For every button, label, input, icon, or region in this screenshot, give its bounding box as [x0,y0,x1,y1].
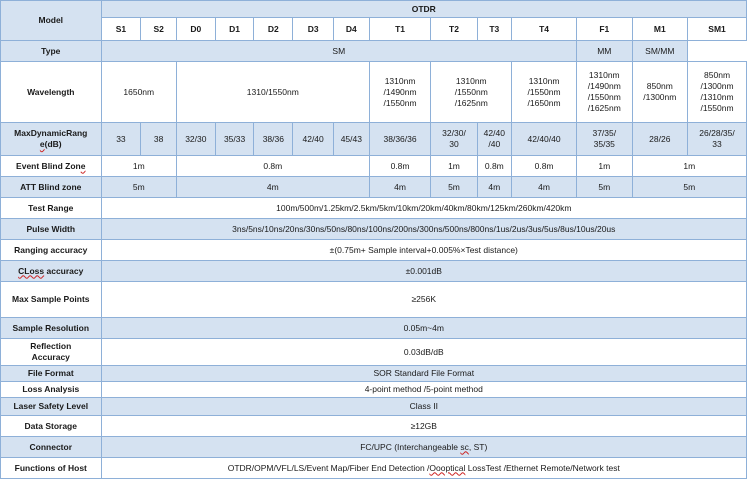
event-blind-s: 1m [101,156,176,177]
att-blind-f1: 5m [577,177,633,198]
laser-safety-label: Laser Safety Level [1,398,102,416]
row-connector [1,437,747,458]
row-data-storage [1,416,747,437]
row-type [1,41,747,62]
row-event-blind-zone [1,156,747,177]
model-t1: T1 [369,18,431,41]
data-storage-value: ≥12GB [101,416,746,437]
dynamic-range-m1: 28/26 [632,123,688,156]
connector-value-c: , ST) [468,441,488,452]
sample-res-label: Sample Resolution [1,318,102,339]
event-blind-t4: 0.8m [512,156,577,177]
dynamic-range-label-a: MaxDynamicRang [14,128,88,138]
dynamic-range-d2: 38/36 [254,123,293,156]
sample-res-value: 0.05m~4m [101,318,746,339]
functions-value-a: OTDR/OPM/VFL/LS/Event Map/Fiber End Detection / [227,462,430,473]
ranging-value: ±(0.75m+ Sample interval+0.005%×Test distance) [101,240,746,261]
att-blind-d: 4m [176,177,369,198]
functions-value [101,458,746,479]
row-loss-accuracy [1,261,747,282]
dynamic-range-d4: 45/43 [334,123,370,156]
row-file-format [1,366,747,382]
event-blind-label-b: e [80,160,86,171]
att-blind-label: ATT Blind zone [1,177,102,198]
model-d3: D3 [293,18,334,41]
functions-value-b: Oooptical [429,462,466,473]
dynamic-range-t4: 42/40/40 [512,123,577,156]
test-range-value: 100m/500m/1.25km/2.5km/5km/10km/20km/40km/80km/125km/260km/420km [101,198,746,219]
laser-safety-value: Class II [101,398,746,416]
model-m1: M1 [632,18,688,41]
wavelength-t1: 1310nm /1490nm /1550nm [369,62,431,123]
pulse-width-label: Pulse Width [1,219,102,240]
header-row-top [1,1,747,18]
type-mm: MM [577,41,633,62]
dynamic-range-label-b: e [39,139,45,149]
att-blind-t2: 5m [431,177,477,198]
dynamic-range-t1: 38/36/36 [369,123,431,156]
wavelength-f1: 1310nm /1490nm /1550nm /1625nm [577,62,633,123]
dynamic-range-t3: 42/40 /40 [477,123,512,156]
model-t2: T2 [431,18,477,41]
model-f1: F1 [577,18,633,41]
model-label: Model [1,1,102,41]
loss-analysis-value: 4-point method /5-point method [101,382,746,398]
file-format-label: File Format [1,366,102,382]
max-sample-value: ≥256K [101,282,746,318]
functions-label: Functions of Host [1,458,102,479]
wavelength-m1: 850nm /1300nm [632,62,688,123]
row-reflection [1,339,747,366]
event-blind-label [1,156,102,177]
dynamic-range-d1: 35/33 [215,123,254,156]
row-dynamic-range [1,123,747,156]
dynamic-range-f1: 37/35/ 35/35 [577,123,633,156]
connector-label: Connector [1,437,102,458]
dynamic-range-s1: 33 [101,123,141,156]
row-max-sample [1,282,747,318]
model-t3: T3 [477,18,512,41]
max-sample-label: Max Sample Points [1,282,102,318]
row-sample-resolution [1,318,747,339]
row-pulse-width [1,219,747,240]
row-wavelength [1,62,747,123]
type-label: Type [1,41,102,62]
event-blind-d: 0.8m [176,156,369,177]
event-blind-t3: 0.8m [477,156,512,177]
model-d4: D4 [334,18,370,41]
reflection-value: 0.03dB/dB [101,339,746,366]
dynamic-range-d0: 32/30 [176,123,215,156]
event-blind-label-a: Event Blind Zon [16,160,81,171]
loss-analysis-label: Loss Analysis [1,382,102,398]
wavelength-t4: 1310nm /1550nm /1650nm [512,62,577,123]
att-blind-s: 5m [101,177,176,198]
dynamic-range-sm1: 26/28/35/ 33 [688,123,747,156]
row-ranging-accuracy [1,240,747,261]
type-sm: SM [101,41,576,62]
att-blind-t4: 4m [512,177,577,198]
data-storage-label: Data Storage [1,416,102,437]
connector-value-a: FC/UPC (Interchangeable [360,441,461,452]
dynamic-range-label-c: (dB) [44,139,62,149]
row-functions [1,458,747,479]
pulse-width-value: 3ns/5ns/10ns/20ns/30ns/50ns/80ns/100ns/200ns/300ns/500ns/800ns/1us/2us/3us/5us/8us/10us/20us [101,219,746,240]
dynamic-range-d3: 42/40 [293,123,334,156]
model-s2: S2 [141,18,177,41]
row-att-blind-zone [1,177,747,198]
row-loss-analysis [1,382,747,398]
type-smmm: SM/MM [632,41,688,62]
att-blind-t1: 4m [369,177,431,198]
event-blind-m: 1m [632,156,746,177]
wavelength-sm1: 850nm /1300nm /1310nm /1550nm [688,62,747,123]
loss-label-a: CLoss [18,265,45,276]
row-laser-safety [1,398,747,416]
connector-value-b: sc [460,441,469,452]
wavelength-t2t3: 1310nm /1550nm /1625nm [431,62,512,123]
model-d1: D1 [215,18,254,41]
model-sm1: SM1 [688,18,747,41]
functions-value-c: LossTest /Ethernet Remote/Network test [465,462,620,473]
otdr-label: OTDR [101,1,746,18]
att-blind-t3: 4m [477,177,512,198]
row-test-range [1,198,747,219]
loss-label-b: accuracy [44,265,84,276]
att-blind-m: 5m [632,177,746,198]
reflection-label: Reflection Accuracy [1,339,102,366]
model-t4: T4 [512,18,577,41]
model-d2: D2 [254,18,293,41]
event-blind-f1: 1m [577,156,633,177]
loss-label [1,261,102,282]
wavelength-s: 1650nm [101,62,176,123]
header-row-models [1,18,747,41]
dynamic-range-label [1,123,102,156]
ranging-label: Ranging accuracy [1,240,102,261]
loss-value: ±0.001dB [101,261,746,282]
connector-value [101,437,746,458]
dynamic-range-s2: 38 [141,123,177,156]
event-blind-t1: 0.8m [369,156,431,177]
model-s1: S1 [101,18,141,41]
event-blind-t2: 1m [431,156,477,177]
wavelength-label: Wavelength [1,62,102,123]
model-d0: D0 [176,18,215,41]
wavelength-d: 1310/1550nm [176,62,369,123]
dynamic-range-t2: 32/30/ 30 [431,123,477,156]
test-range-label: Test Range [1,198,102,219]
file-format-value: SOR Standard File Format [101,366,746,382]
